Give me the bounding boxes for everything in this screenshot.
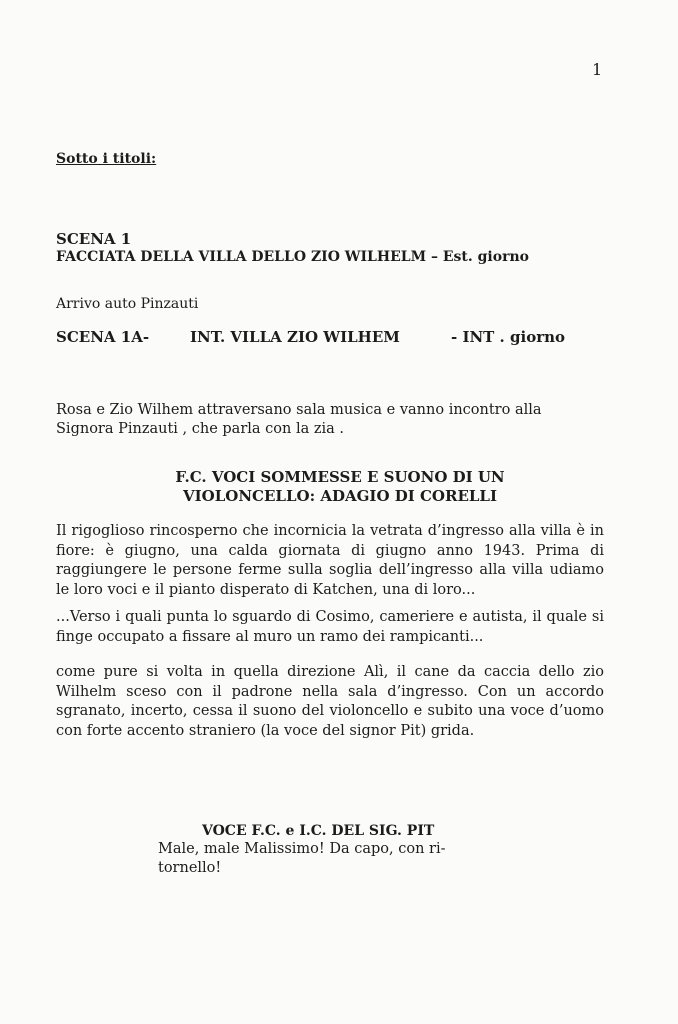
paragraph-4: come pure si volta in quella direzione Alì, il cane da caccia dello zio Wilhelm sceso con il padrone nella sala d’ingresso. Con un accordo sgranato, incerto, cessa il suono del violoncello e subito una voce d’uomo con forte accento straniero (la voce del signor Pit) grida. bbox=[56, 664, 604, 739]
scene1a-time: - INT . giorno bbox=[451, 328, 566, 346]
dialogue-line: tornello! bbox=[158, 860, 222, 876]
heading-sotto-i-titoli: Sotto i titoli: bbox=[56, 151, 157, 167]
paragraph-2: Il rigoglioso rincosperno che incornicia la vetrata d’ingresso alla villa è in fiore: è giugno, una calda giornata di giugno anno 1943. Prima di raggiungere le persone ferme sulla soglia dell’ingresso alla villa udiamo le loro voci e il pianto disperato di Katchen, una di loro... bbox=[56, 523, 604, 598]
scene1a-label: SCENA 1A- bbox=[56, 328, 150, 346]
scene1a-heading bbox=[0, 328, 678, 348]
paragraph-1 bbox=[56, 401, 542, 439]
paragraph-3: ...Verso i quali punta lo sguardo di Cosimo, cameriere e autista, il quale si finge occupato a fissare al muro un ramo dei rampicanti... bbox=[56, 609, 604, 645]
fc-heading bbox=[56, 468, 624, 506]
scene1-location: FACCIATA DELLA VILLA DELLO ZIO WILHELM – Est. giorno bbox=[56, 249, 529, 265]
scene1a-location: INT. VILLA ZIO WILHEM bbox=[190, 328, 400, 346]
scene1-label: SCENA 1 bbox=[56, 230, 132, 248]
dialogue-text bbox=[158, 840, 446, 878]
dialogue-line: Male, male Malissimo! Da capo, con ri- bbox=[158, 841, 446, 857]
page-number: 1 bbox=[592, 60, 603, 79]
fc-heading-line: VIOLONCELLO: ADAGIO DI CORELLI bbox=[183, 487, 497, 505]
paragraph-1-line: Rosa e Zio Wilhem attraversano sala musica e vanno incontro alla bbox=[56, 402, 542, 418]
fc-heading-line: F.C. VOCI SOMMESSE E SUONO DI UN bbox=[175, 468, 505, 486]
arrival-note: Arrivo auto Pinzauti bbox=[56, 296, 199, 312]
dialogue-speaker: VOCE F.C. e I.C. DEL SIG. PIT bbox=[202, 823, 435, 839]
paragraph-1-line: Signora Pinzauti , che parla con la zia . bbox=[56, 421, 344, 437]
